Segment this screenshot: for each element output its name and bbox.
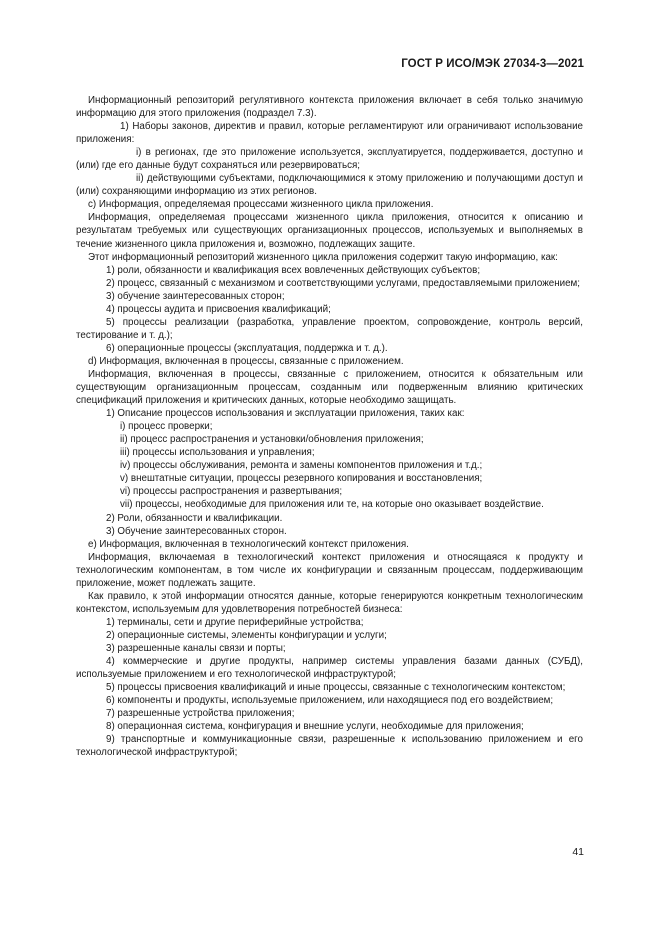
paragraph: 2) процесс, связанный с механизмом и соответствующими услугами, предоставляемыми приложением; (106, 277, 580, 289)
paragraph: Информация, включенная в процессы, связанные с приложением, относится к обязательным или существующим организационным процессам, созданным или подверженным влиянию критических спецификаций приложения и критических данных, которые необходимо защищать. (76, 368, 583, 407)
paragraph: 6) компоненты и продукты, используемые приложением, или находящиеся под его воздействием; (106, 695, 554, 707)
paragraph: i) в регионах, где это приложение используется, эксплуатируется, поддерживается, доступно и (или) где его данные будут сохраняться или резервироваться; (76, 147, 583, 172)
paragraph: 3) обучение заинтересованных сторон; (106, 290, 285, 302)
paragraph: 8) операционная система, конфигурация и внешние услуги, необходимые для приложения; (106, 721, 524, 733)
paragraph: 5) процессы присвоения квалификаций и иные процессы, связанные с технологическим контекстом; (106, 682, 566, 694)
paragraph: 2) Роли, обязанности и квалификации. (106, 512, 283, 524)
paragraph: v) внештатные ситуации, процессы резервного копирования и восстановления; (120, 473, 483, 485)
paragraph: 1) Описание процессов использования и эксплуатации приложения, таких как: (106, 408, 465, 420)
paragraph: vii) процессы, необходимые для приложения или те, на которые оно оказывает воздействие. (120, 499, 544, 511)
paragraph: c) Информация, определяемая процессами жизненного цикла приложения. (88, 199, 434, 211)
paragraph: 3) разрешенные каналы связи и порты; (106, 642, 286, 654)
paragraph: 6) операционные процессы (эксплуатация, поддержка и т. д.). (106, 342, 388, 354)
page-number: 41 (572, 846, 584, 858)
paragraph: iv) процессы обслуживания, ремонта и замены компонентов приложения и т.д.; (120, 460, 483, 472)
paragraph: vi) процессы распространения и развертывания; (120, 486, 343, 498)
paragraph: 9) транспортные и коммуникационные связи, разрешенные к использованию приложением и его технологической инфраструктурой; (76, 734, 583, 759)
paragraph: Информация, включаемая в технологический контекст приложения и относящаяся к продукту и технологическим компонентам, в том числе их конфигурации и связанным процессам, поддерживающим приложение, может подлежать защите. (76, 551, 583, 589)
paragraph: 4) коммерческие и другие продукты, например системы управления базами данных (СУБД), используемые приложением и его технологической инфраструктурой; (76, 656, 583, 681)
paragraph: Информация, определяемая процессами жизненного цикла приложения, относится к описанию и результатам требуемых или существующих организационных процессов, используемых и выполняемых в течение жизненного цикла приложения и, возможно, подлежащих защите. (76, 212, 583, 250)
document-header: ГОСТ Р ИСО/МЭК 27034-3—2021 (401, 58, 584, 70)
paragraph: 4) процессы аудита и присвоения квалификаций; (106, 303, 331, 315)
paragraph: d) Информация, включенная в процессы, связанные с приложением. (88, 355, 404, 367)
paragraph: 3) Обучение заинтересованных сторон. (106, 525, 287, 537)
paragraph: ii) действующими субъектами, подключающимися к этому приложению и получающими доступ и (или) сохраняющими информацию из этих регионов. (76, 173, 583, 198)
paragraph: 5) процессы реализации (разработка, управление проектом, сопровождение, контроль версий, тестирование и т. д.); (76, 316, 583, 341)
paragraph: ii) процесс распространения и установки/обновления приложения; (120, 434, 424, 446)
paragraph: Информационный репозиторий регулятивного контекста приложения включает в себя только значимую информацию для этого приложения (подраздел 7.3). (76, 95, 583, 120)
paragraph: i) процесс проверки; (120, 421, 213, 433)
paragraph: e) Информация, включенная в технологический контекст приложения. (88, 538, 409, 550)
paragraph: Этот информационный репозиторий жизненного цикла приложения содержит такую информацию, как: (88, 251, 558, 263)
paragraph: 1) роли, обязанности и квалификация всех вовлеченных действующих субъектов; (106, 264, 481, 276)
paragraph: 1) терминалы, сети и другие периферийные устройства; (106, 616, 364, 628)
paragraph: 7) разрешенные устройства приложения; (106, 708, 295, 720)
document-body (76, 94, 583, 759)
paragraph: Как правило, к этой информации относятся данные, которые генерируются конкретным технологическим контекстом, используемым для удовлетворения потребностей бизнеса: (76, 590, 583, 615)
paragraph: 2) операционные системы, элементы конфигурации и услуги; (106, 629, 387, 641)
paragraph: iii) процессы использования и управления; (120, 447, 315, 459)
paragraph: 1) Наборы законов, директив и правил, которые регламентируют или ограничивают использование приложения: (76, 121, 583, 146)
